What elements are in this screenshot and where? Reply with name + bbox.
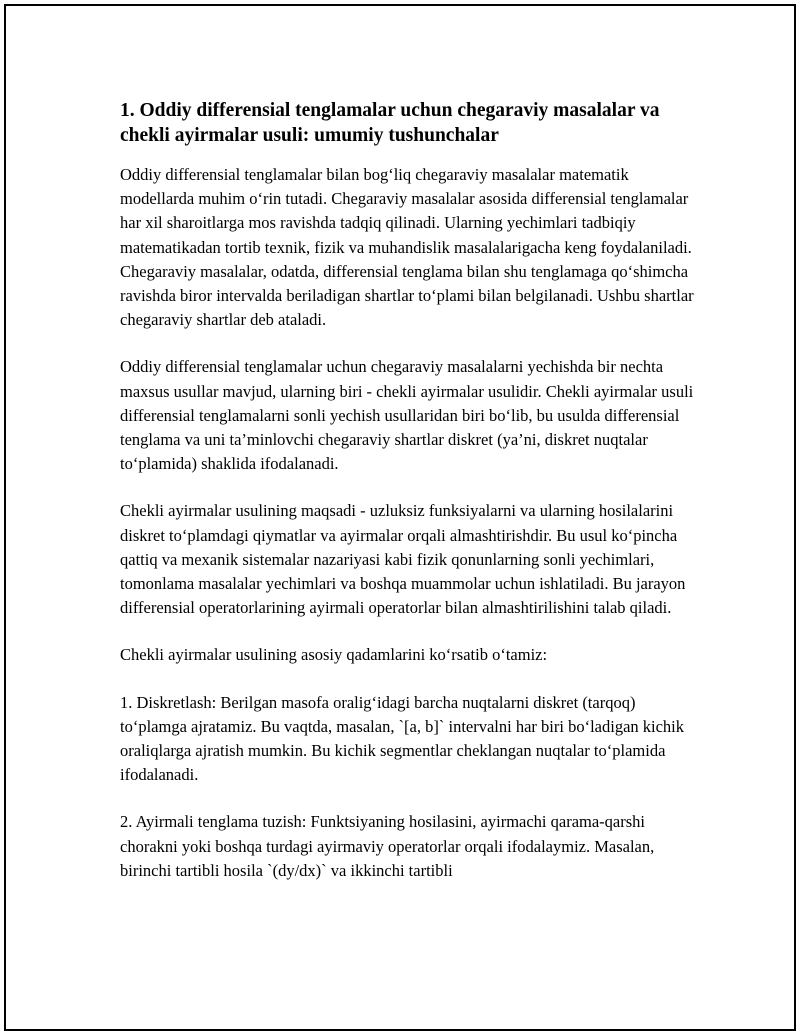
paragraph-goal: Chekli ayirmalar usulining maqsadi - uzluksiz funksiyalarni va ularning hosilalarini diskret to‘plamdagi qiymatlar va ayirmalar orqali almashtirishdir. Bu usul ko‘pincha qattiq va mexanik sistemalar nazariyasi kabi fizik qonunlarning sonli yechimlari, tomonlama masalalar yechimlari va boshqa muammolar uchun ishlatiladi. Bu jarayon differensial operatorlarining ayirmali operatorlar bilan almashtirilishini talab qiladi. (120, 501, 686, 618)
paragraph-steps-intro: Chekli ayirmalar usulining asosiy qadamlarini ko‘rsatib o‘tamiz: (120, 645, 548, 665)
document-body (120, 98, 700, 906)
paragraph-methods: Oddiy differensial tenglamalar uchun chegaraviy masalalarni yechishda bir nechta maxsus usullar mavjud, ularning biri - chekli ayirmalar usulidir. Chekli ayirmalar usuli differensial tenglamalarni sonli yechish usullaridan biri bo‘lib, bu usulda differensial tenglama va uni ta’minlovchi chegaraviy shartlar diskret (ya’ni, diskret nuqtalar to‘plamida) shaklida ifodalanadi. (120, 357, 694, 474)
paragraph-step-1: 1. Diskretlash: Berilgan masofa oralig‘idagi barcha nuqtalarni diskret (tarqoq) to‘plamga ajratamiz. Bu vaqtda, masalan, `[a, b]` intervalni har biri bo‘ladigan kichik oraliqlarga ajratish mumkin. Bu kichik segmentlar cheklangan nuqtalar to‘plamida ifodalanadi. (120, 692, 685, 785)
section-heading: 1. Oddiy differensial tenglamalar uchun chegaraviy masalalar va chekli ayirmalar usuli: umumiy tushunchalar (120, 100, 660, 146)
page-frame (4, 4, 796, 1031)
paragraph-step-2: 2. Ayirmali tenglama tuzish: Funktsiyaning hosilasini, ayirmachi qarama-qarshi chorakni yoki boshqa turdagi ayirmaviy operatorlar orqali ifodalaymiz. Masalan, birinchi tartibli hosila `(dy/dx)` va ikkinchi tartibli (120, 812, 655, 880)
paragraph-intro: Oddiy differensial tenglamalar bilan bog‘liq chegaraviy masalalar matematik modellarda muhim o‘rin tutadi. Chegaraviy masalalar asosida differensial tenglamalar har xil sharoitlarga mos ravishda tadqiq qilinadi. Ularning yechimlari tadbiqiy matematikadan tortib texnik, fizik va muhandislik masalalarigacha keng foydalaniladi. Chegaraviy masalalar, odatda, differensial tenglama bilan shu tenglamaga qo‘shimcha ravishda biror intervalda beriladigan shartlar to‘plami bilan belgilanadi. Ushbu shartlar chegaraviy shartlar deb ataladi. (120, 165, 694, 330)
